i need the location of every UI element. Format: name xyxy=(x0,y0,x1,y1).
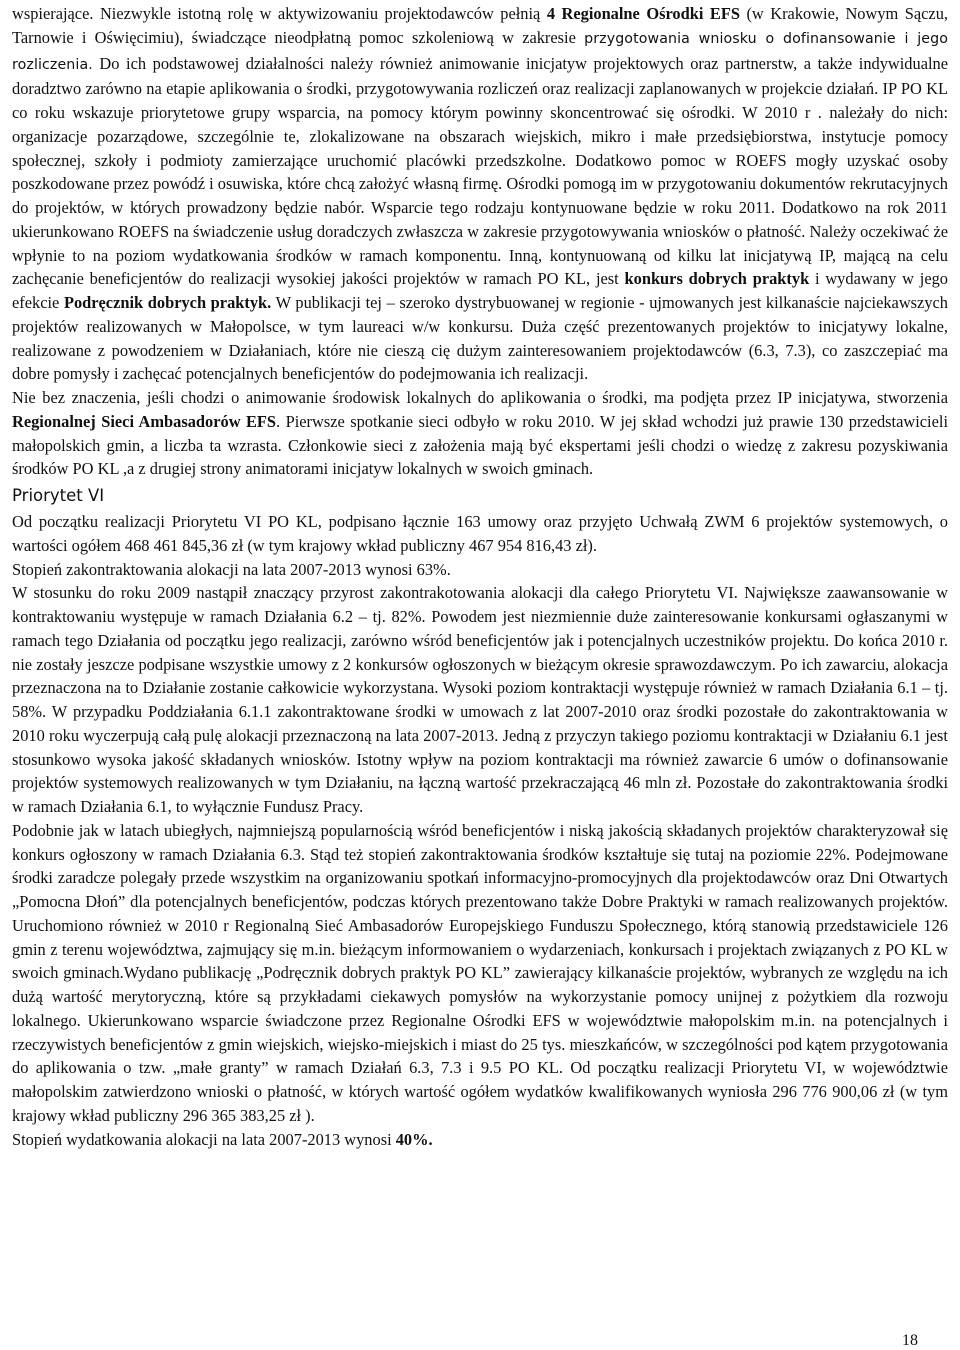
text-segment: wspierające. Niezwykle istotną rolę w aktywizowaniu projektodawców pełnią xyxy=(12,4,547,23)
paragraph-roefs xyxy=(12,2,948,386)
bold-phrase: Podręcznik dobrych praktyk. xyxy=(63,293,272,312)
page-number: 18 xyxy=(902,1332,918,1349)
text-segment-sans: przygotowania wniosku o dofinansowanie i jego rozliczenia. xyxy=(12,30,948,73)
paragraph-measure-6-3: Podobnie jak w latach ubiegłych, najmniejszą popularnością wśród beneficjentów i niską jakością składanych projektów charakteryzował się konkurs ogłoszony w ramach Działania 6.3. Stąd też stopień zakontraktowania środków kształtuje się tutaj na poziomie 22%. Podejmowane środki zaradcze polegały przede wszystkim na organizowaniu spotkań informacyjno-promocyjnych dla projektodawców oraz Dni Otwartych „Pomocna Dłoń” dla potencjalnych beneficjentów, podczas których prezentowano także Dobre Praktyki w ramach realizowanych projektów. Uruchomiono również w 2010 r Regionalną Sieć Ambasadorów Europejskiego Funduszu Społecznego, którą stanowią przedstawiciele 126 gmin z terenu województwa, zajmujący się m.in. bieżącym informowaniem o wydarzeniach, konkursach i projektach związanych z PO KL w swoich gminach.Wydano publikację „Podręcznik dobrych praktyk PO KL” zawierający kilkanaście projektów, wybranych ze względu na ich dużą wartość merytoryczną, które są przykładami ciekawych pomysłów na wykorzystanie pomocy unijnej z pożytkiem dla rozwoju lokalnego. Ukierunkowano wsparcie świadczone przez Regionalne Ośrodki EFS w województwie małopolskim m.in. na potencjalnych i rzeczywistych beneficjentów z gmin wiejskich, wiejsko-miejskich i miast do 25 tys. mieszkańców, w szczególności pod kątem przygotowania do aplikowania o tzw. „małe granty” w ramach Działań 6.3, 7.3 i 9.5 PO KL. Od początku realizacji Priorytetu VI, w województwie małopolskim zatwierdzono wnioski o płatność, w których wartość ogółem wydatków kwalifikowanych wyniosła 296 776 900,06 zł (w tym krajowy wkład publiczny 296 365 383,25 zł ). xyxy=(12,820,948,1125)
text-segment: Stopień wydatkowania alokacji na lata 2007-2013 wynosi xyxy=(12,1129,396,1149)
text-segment: (w Krakowie, Nowym Sączu, Tarnowie i Oświęcimiu), świadczące nieodpłatną pomoc szkoleniową w zakresie xyxy=(12,4,948,47)
text-segment: W publikacji tej – szeroko dystrybuowanej w regionie - ujmowanych jest kilkanaście najciekawszych projektów realizowanych w Małopolsce, w tym laureaci w/w konkursu. Duża część prezentowanych projektów to inicjatywy lokalne, realizowane z powodzeniem w Działaniach, które nie cieszą cię dużym zainteresowaniem projektodawców (6.3, 7.3), co zaszczepiać ma dobre pomysły i zachęcać potencjalnych beneficjentów do podejmowania ich realizacji. xyxy=(12,293,948,384)
bold-phrase: konkurs dobrych praktyk xyxy=(624,269,810,289)
bold-phrase: Regionalnej Sieci Ambasadorów EFS xyxy=(12,411,277,431)
text-segment: Do ich podstawowej działalności należy również animowanie inicjatyw projektowych oraz partnerstw, a także indywidualne doradztwo zarówno na etapie aplikowania o środki, przygotowywania rozliczeń oraz realizacji zaplanowanych w projekcie działań. IP PO KL co roku wskazuje priorytetowe grupy wsparcia, na pomocy którym powinny skoncentrować się ośrodki. W 2010 r . należały do nich: organizacje pozarządowe, szczególnie te, zlokalizowane na obszarach wiejskich, mikro i małe przedsiębiorstwa, instytucje pomocy społecznej, szkoły i podmioty zamierzające uruchomić placówki przedszkolne. Dodatkowo pomoc w ROEFS mogły uzyskać osoby poszkodowane przez powódź i osuwiska, które chcą założyć własną firmę. Ośrodki pomogą im w przygotowaniu dokumentów rekrutacyjnych do projektów, w których prowadzony będzie nabór. Wsparcie tego rodzaju kontynuowane będzie w roku 2011. Dodatkowo na rok 2011 ukierunkowano ROEFS na świadczenie usług doradczych zwłaszcza w zakresie przygotowywania wniosków o płatność. Należy oczekiwać że wpłynie to na poziom wydatkowania środków w ramach komponentu. Inną, kontynuowaną od kilku lat inicjatywą IP, mającą na celu zachęcanie beneficjentów do realizacji wysokiej jakości projektów w ramach PO KL, jest xyxy=(12,53,948,289)
paragraph-progress: W stosunku do roku 2009 nastąpił znaczący przyrost zakontrakotowania alokacji dla całego Priorytetu VI. Największe zaawansowanie w kontraktowaniu występuje w ramach Działania 6.2 – tj. 82%. Powodem jest niezmiennie duże zainteresowanie konkursami ogłaszanymi w ramach tego Działania od początku jego realizacji, zarówno wśród beneficjentów jak i potencjalnych uczestników projektu. Do końca 2010 r. nie zostały jeszcze podpisane wszystkie umowy z 2 konkursów ogłoszonych w bieżącym okresie sprawozdawczym. Po ich zawarciu, alokacja przeznaczona na to Działanie zostanie całkowicie wykorzystana. Wysoki poziom kontraktacji występuje również w ramach Działania 6.1 – tj. 58%. W przypadku Poddziałania 6.1.1 zakontraktowane środki w umowach z lat 2007-2010 oraz środki pozostałe do zakontraktowania w 2010 roku wyczerpują całą pulę alokacji przeznaczoną na lata 2007-2013. Jedną z przyczyn takiego poziomu kontraktacji w Działaniu 6.1 jest stosunkowo wysoka jakość składanych wniosków. Istotny wpływ na poziom kontraktacji ma również zawarcie 6 umów o dofinansowanie projektów systemowych realizowanych w tym Działaniu, na łączną wartość przekraczającą 46 mln zł. Pozostałe do zakontraktowania środki w ramach Działania 6.1, to wyłącznie Fundusz Pracy. xyxy=(12,583,948,816)
paragraph-contracts: Od początku realizacji Priorytetu VI PO KL, podpisano łącznie 163 umowy oraz przyjęto Uchwałą ZWM 6 projektów systemowych, o wartości ogółem 468 461 845,36 zł (w tym krajowy wkład publiczny 467 954 816,43 zł). xyxy=(12,512,948,555)
text-segment: i wydawany w jego efekcie xyxy=(12,269,948,312)
paragraph-ambassadors xyxy=(12,386,948,481)
text-segment: . Pierwsze spotkanie sieci odbyło w roku 2010. W jej skład wchodzi już prawie 130 przedstawicieli małopolskich gmin, a liczba ta wzrasta. Członkowie sieci z założenia mają być ekspertami jeśli chodzi o wiedzę z zakresu pozyskiwania środków PO KL ,a z drugiej strony animatorami inicjatyw lokalnych w swoich gminach. xyxy=(12,411,948,479)
bold-phrase: 4 Regionalne Ośrodki EFS xyxy=(546,4,740,23)
bold-percentage: 40%. xyxy=(395,1129,433,1149)
paragraph-spending-rate xyxy=(12,1128,948,1152)
section-heading: Priorytet VI xyxy=(12,486,105,505)
paragraph-contracting-rate: Stopień zakontraktowania alokacji na lata 2007-2013 wynosi 63%. xyxy=(12,559,451,579)
text-segment: Nie bez znaczenia, jeśli chodzi o animowanie środowisk lokalnych do aplikowania o środki, ma podjęta przez IP inicjatywa, stworzenia xyxy=(12,388,948,407)
document-page xyxy=(12,2,948,1151)
